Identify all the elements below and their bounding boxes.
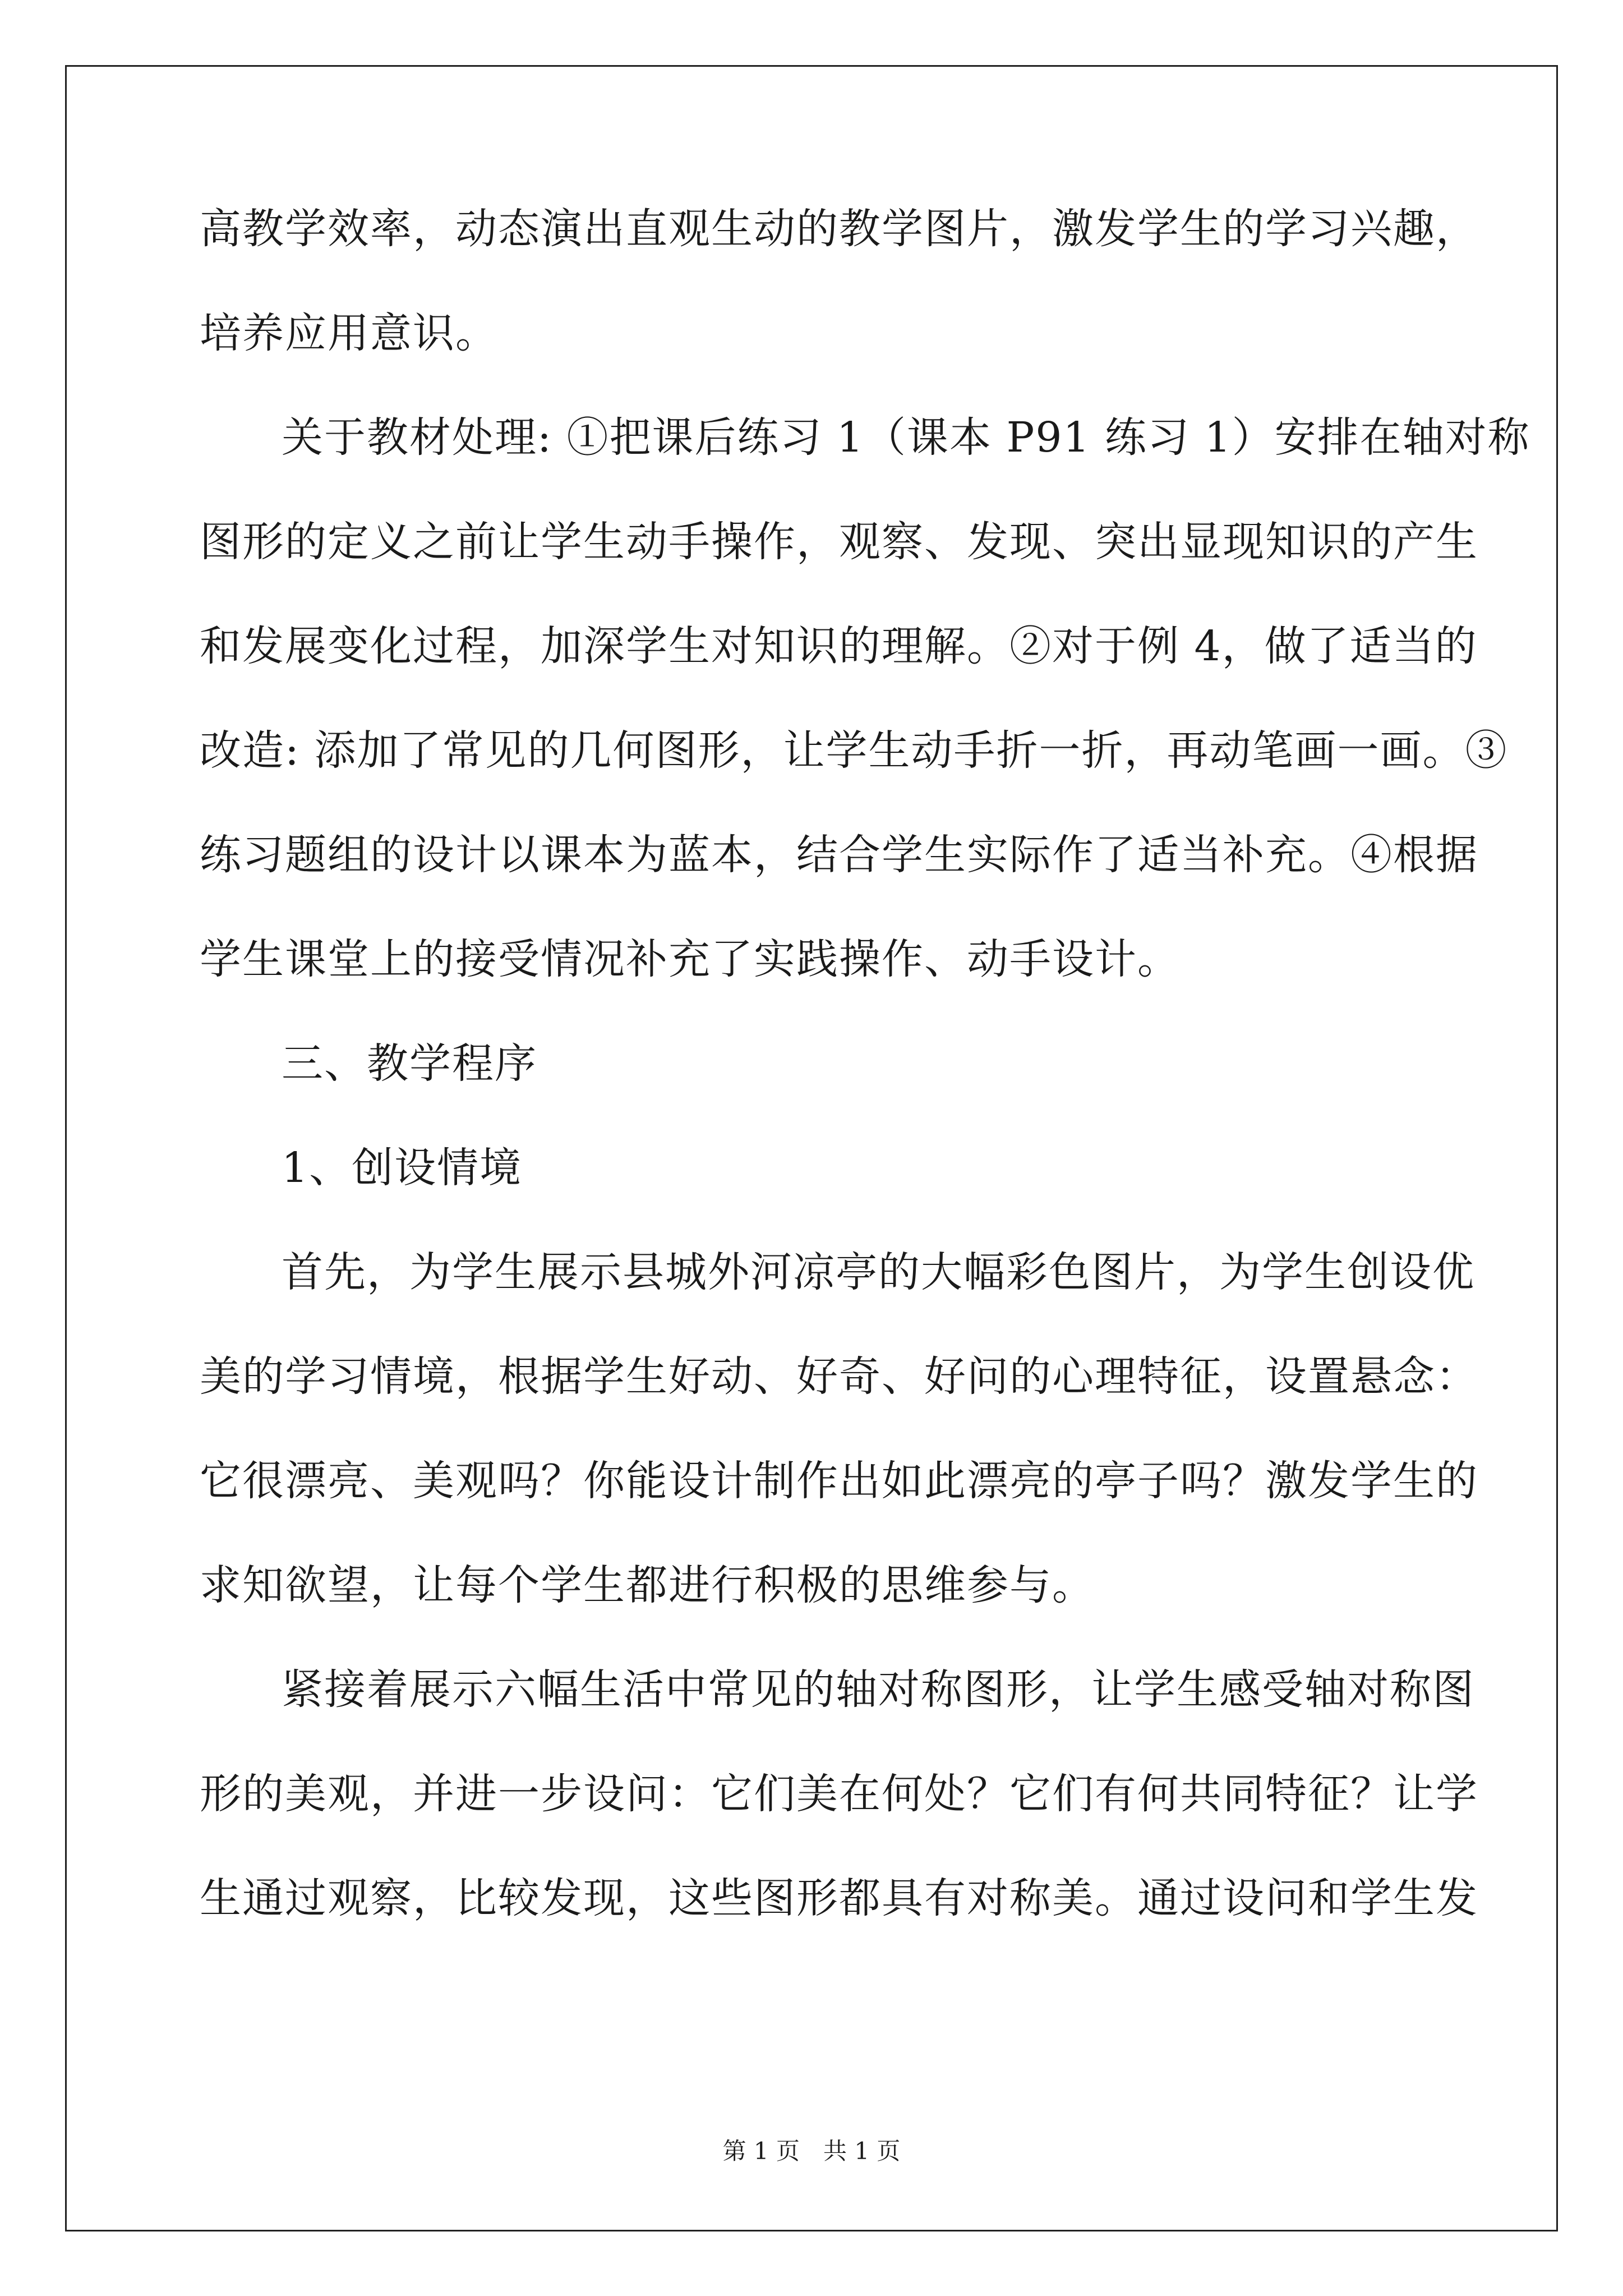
text-line: 首先，为学生展示县城外河凉亭的大幅彩色图片，为学生创设优 — [282, 1248, 1475, 1296]
text-line: 紧接着展示六幅生活中常见的轴对称图形，让学生感受轴对称图 — [282, 1665, 1475, 1714]
text-line: 和发展变化过程，加深学生对知识的理解。②对于例 4，做了适当的 — [200, 622, 1478, 670]
text-line: 生通过观察，比较发现，这些图形都具有对称美。通过设问和学生发 — [200, 1874, 1478, 1922]
section-heading: 三、教学程序 — [282, 1039, 537, 1088]
text-line: 形的美观，并进一步设问：它们美在何处？它们有何共同特征？让学 — [200, 1770, 1478, 1818]
text-line: 它很漂亮、美观吗？你能设计制作出如此漂亮的亭子吗？激发学生的 — [200, 1457, 1478, 1505]
subsection-heading: 1、创设情境 — [282, 1144, 523, 1192]
text-line: 改造: 添加了常见的几何图形，让学生动手折一折，再动笔画一画。③ — [200, 726, 1508, 775]
text-line: 关于教材处理: ①把课后练习 1（课本 P91 练习 1）安排在轴对称 — [282, 413, 1530, 462]
text-line: 高教学效率，动态演出直观生动的教学图片，激发学生的学习兴趣， — [200, 205, 1478, 253]
text-line: 练习题组的设计以课本为蓝本，结合学生实际作了适当补充。④根据 — [200, 831, 1478, 879]
text-line: 美的学习情境，根据学生好动、好奇、好问的心理特征，设置悬念： — [200, 1352, 1478, 1401]
text-line: 图形的定义之前让学生动手操作，观察、发现、突出显现知识的产生 — [200, 518, 1478, 566]
text-line: 学生课堂上的接受情况补充了实践操作、动手设计。 — [200, 935, 1180, 983]
text-line: 培养应用意识。 — [200, 309, 498, 357]
page-number: 第 1 页 共 1 页 — [722, 2137, 901, 2165]
text-line: 求知欲望，让每个学生都进行积极的思维参与。 — [200, 1561, 1095, 1609]
